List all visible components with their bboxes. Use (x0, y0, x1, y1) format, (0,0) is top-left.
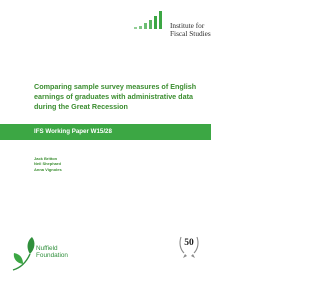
series-label: IFS Working Paper W15/28 (34, 128, 112, 135)
author-1: Jack Britton (34, 156, 58, 161)
nuffield-line-2: Foundation (36, 252, 68, 260)
nuffield-line-1: Nuffield (36, 245, 58, 252)
series-band (0, 124, 211, 140)
paper-title (34, 82, 202, 112)
ifs-logo (132, 11, 211, 39)
author-2: Neil Shephard (34, 161, 61, 167)
anniversary-badge (178, 233, 200, 259)
author-3: Anna Vignoles (34, 166, 62, 172)
nuffield-logo-text (36, 245, 68, 260)
title-line-2: earnings of graduates with administrative data (34, 92, 193, 101)
badge-number: 50 (184, 238, 194, 248)
title-line-1: Comparing sample survey measures of English (34, 82, 197, 91)
nuffield-logo (10, 232, 80, 276)
ifs-logo-text (170, 22, 211, 38)
ifs-logo-line-2: Fiscal Studies (170, 29, 211, 38)
author-list (34, 156, 62, 172)
ifs-bars-icon (132, 11, 164, 39)
title-line-3: during the Great Recession (34, 102, 128, 111)
ifs-logo-line-1: Institute for (170, 21, 205, 30)
